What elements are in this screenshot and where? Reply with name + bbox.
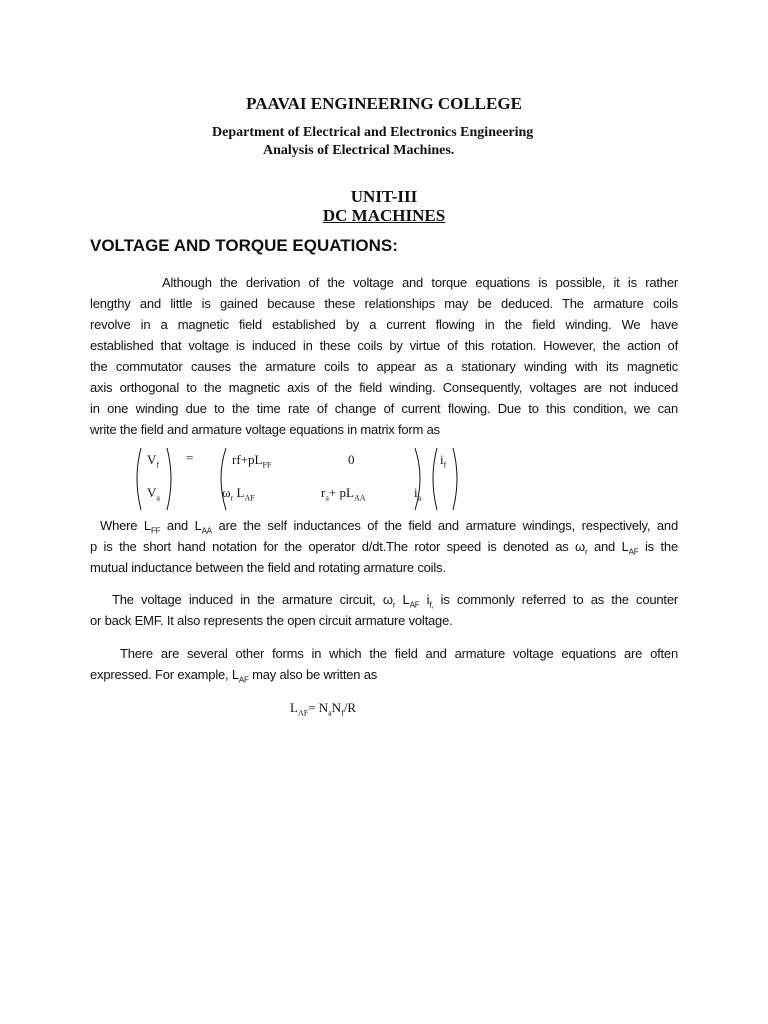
matrix-vf xyxy=(147,452,159,470)
text-run: i xyxy=(419,592,430,607)
text-run: may also be written as xyxy=(248,667,378,682)
va-subscript: a xyxy=(156,493,160,503)
subscript: r xyxy=(585,547,588,557)
subscript: AA xyxy=(201,526,212,536)
paragraph-line: the commutator causes the armature coils to appear as a stationary winding with its magnetic xyxy=(90,359,678,374)
text-run: Where L xyxy=(100,518,151,533)
formula-na-subscript: a xyxy=(328,708,332,718)
formula-rest: /R xyxy=(343,700,357,715)
matrix-equals: = xyxy=(186,450,194,465)
text-run: are the self inductances of the field and armature windings, respectively, and xyxy=(211,518,678,533)
matrix-m12: 0 xyxy=(348,452,355,467)
paragraph-line: There are several other forms in which the field and armature voltage equations are often xyxy=(120,646,678,661)
paragraph-line: write the field and armature voltage equations in matrix form as xyxy=(90,422,440,437)
m11-text: rf+pL xyxy=(232,452,263,467)
matrix-m11 xyxy=(232,452,271,470)
m11-subscript: FF xyxy=(262,460,272,470)
ia-symbol: i xyxy=(414,485,418,500)
m22-subscript: AA xyxy=(353,493,366,503)
paragraph-line: established that voltage is induced in these coils by virtue of this rotation. However, the action of xyxy=(90,338,678,353)
matrix-m21 xyxy=(222,485,255,503)
matrix-ia xyxy=(414,485,421,503)
text-run: is commonly referred to as the counter xyxy=(433,592,678,607)
text-run: and L xyxy=(160,518,202,533)
section-title: VOLTAGE AND TORQUE EQUATIONS: xyxy=(90,236,398,255)
va-symbol: V xyxy=(147,485,157,500)
college-name: PAAVAI ENGINEERING COLLEGE xyxy=(246,94,522,113)
right-bracket-v xyxy=(167,448,171,510)
if-subscript: f xyxy=(443,460,447,470)
paragraph-other-forms xyxy=(90,643,678,685)
text-run: L xyxy=(395,592,410,607)
right-bracket-i xyxy=(453,448,457,510)
left-bracket-m xyxy=(221,448,226,510)
matrix-if xyxy=(440,452,446,470)
unit-number: UNIT-III xyxy=(350,187,418,206)
subscript: r xyxy=(392,600,396,610)
paragraph-line: lengthy and little is gained because these relationships may be deduced. The armature coils xyxy=(90,296,678,311)
text-run: The voltage induced in the armature circuit, ω xyxy=(112,592,393,607)
text-run: and L xyxy=(587,539,629,554)
paragraph-line: Although the derivation of the voltage and torque equations is possible, it is rather xyxy=(162,275,678,290)
subscript: f, xyxy=(429,600,434,610)
matrix-m22 xyxy=(321,485,366,503)
formula-nf: N xyxy=(331,700,342,715)
paragraph-line: in one winding due to the time rate of change of current flowing. Due to this condition, we can xyxy=(90,401,678,416)
unit-title-text: DC MACHINES xyxy=(322,206,446,225)
left-bracket-v xyxy=(137,448,141,510)
formula-equals: = N xyxy=(308,700,329,715)
ra-symbol: r xyxy=(321,485,326,500)
m21-text: L xyxy=(233,485,245,500)
right-bracket-m xyxy=(415,448,420,510)
formula-lhs: L xyxy=(290,700,298,715)
paragraph-line: mutual inductance between the field and rotating armature coils. xyxy=(90,560,446,575)
m21-subscript: AF xyxy=(244,493,255,503)
paragraph-line: or back EMF. It also represents the open circuit armature voltage. xyxy=(90,613,453,628)
unit-title xyxy=(0,206,768,226)
laf-formula xyxy=(290,700,356,718)
omega-symbol: ω xyxy=(222,485,231,500)
subject-name: Analysis of Electrical Machines. xyxy=(263,143,455,158)
text-run: is the xyxy=(638,539,678,554)
paragraph-line: axis orthogonal to the magnetic axis of the field winding. Consequently, voltages are not induced xyxy=(90,380,678,395)
paragraph-intro xyxy=(90,272,678,440)
formula-lhs-subscript: AF xyxy=(297,708,309,718)
subscript: AF xyxy=(628,547,639,557)
ra-subscript: a xyxy=(325,493,329,503)
m22-text: + pL xyxy=(328,485,354,500)
paragraph-line: revolve in a magnetic field established by a current flowing in the field winding. We have xyxy=(90,317,678,332)
department-name: Department of Electrical and Electronics Engineering xyxy=(212,125,534,140)
paragraph-back-emf xyxy=(90,589,678,631)
paragraph-line xyxy=(90,536,678,557)
formula-nf-subscript: f xyxy=(341,708,344,718)
paragraph-inductances xyxy=(90,515,678,578)
matrix-va xyxy=(147,485,160,503)
text-run: p is the short hand notation for the operator d/dt.The rotor speed is denoted as ω xyxy=(90,539,585,554)
omega-subscript: r xyxy=(230,493,234,503)
paragraph-line xyxy=(90,589,678,610)
subscript: AF xyxy=(409,600,420,610)
text-run: expressed. For example, L xyxy=(90,667,239,682)
subscript: FF xyxy=(150,526,161,536)
left-bracket-i xyxy=(433,448,437,510)
vf-symbol: V xyxy=(147,452,157,467)
if-symbol: i xyxy=(440,452,444,467)
paragraph-line xyxy=(90,664,678,685)
vf-subscript: f xyxy=(156,460,160,470)
ia-subscript: a xyxy=(417,493,422,503)
paragraph-line xyxy=(90,515,678,536)
subscript: AF xyxy=(238,675,249,685)
